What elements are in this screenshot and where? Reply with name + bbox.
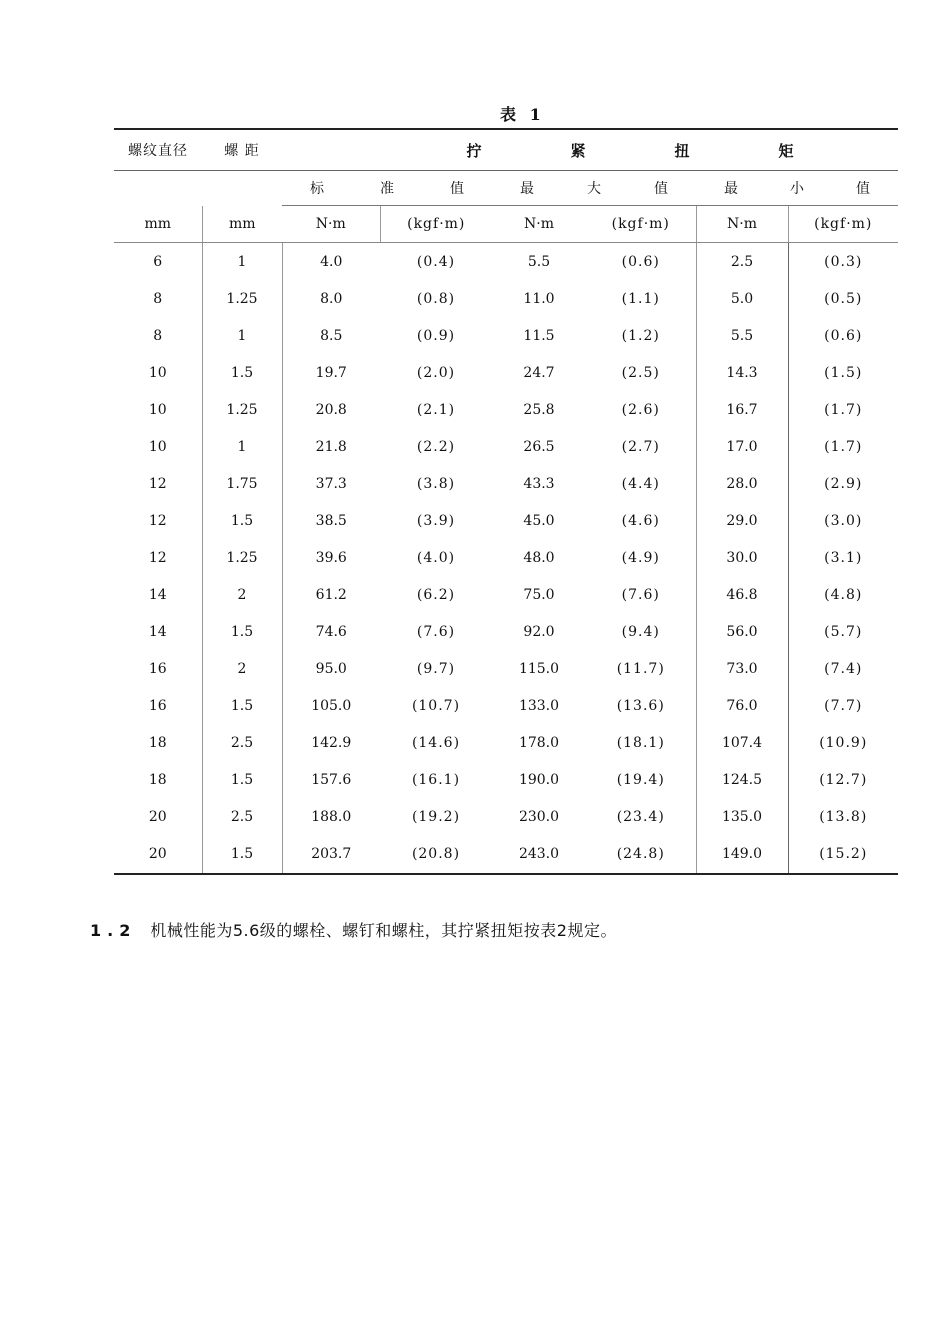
table-row bbox=[114, 391, 898, 428]
cell-min-kgf: (7.7) bbox=[824, 697, 863, 714]
cell-standard-nm: 61.2 bbox=[315, 586, 347, 603]
cell-min-kgf: (12.7) bbox=[819, 771, 868, 788]
cell-max-nm: 11.5 bbox=[523, 327, 555, 344]
torque-table bbox=[114, 128, 898, 875]
cell-min-nm: 17.0 bbox=[696, 428, 788, 465]
cell-pitch: 1.5 bbox=[202, 613, 282, 650]
cell-standard-nm: 8.5 bbox=[320, 327, 343, 344]
thread-diameter-header: 螺纹直径 bbox=[114, 129, 202, 171]
cell-standard-kgf: (0.8) bbox=[416, 290, 456, 307]
unit-nm-standard: N·m bbox=[282, 206, 380, 243]
cell-max-kgf: (4.6) bbox=[586, 502, 696, 539]
table-row bbox=[114, 280, 898, 317]
cell-standard-nm: 142.9 bbox=[311, 734, 352, 751]
cell-min-nm: 107.4 bbox=[696, 724, 788, 761]
min-value-header bbox=[696, 171, 898, 206]
unit-nm-max: N·m bbox=[492, 206, 586, 243]
cell-max-nm: 25.8 bbox=[523, 401, 555, 418]
table-body bbox=[114, 243, 898, 875]
cell-thread-diameter: 10 bbox=[114, 391, 202, 428]
cell-standard-kgf: (4.0) bbox=[416, 549, 456, 566]
cell-thread-diameter: 14 bbox=[114, 576, 202, 613]
cell-pitch: 2.5 bbox=[202, 724, 282, 761]
max-value-header bbox=[492, 171, 696, 206]
cell-pitch: 1 bbox=[202, 317, 282, 354]
pitch-header: 螺 距 bbox=[202, 129, 282, 171]
table-row bbox=[114, 798, 898, 835]
cell-min-kgf: (7.4) bbox=[824, 660, 863, 677]
note-paragraph bbox=[90, 918, 617, 941]
min-char-2: 小 bbox=[790, 181, 804, 197]
cell-min-kgf: (0.3) bbox=[824, 253, 863, 270]
max-char-2: 大 bbox=[587, 181, 601, 197]
cell-standard-nm: 74.6 bbox=[315, 623, 347, 640]
table-row bbox=[114, 243, 898, 281]
cell-standard-kgf: (14.6) bbox=[411, 734, 461, 751]
cell-max-nm: 24.7 bbox=[523, 364, 555, 381]
unit-nm-min: N·m bbox=[696, 206, 788, 243]
cell-min-kgf: (1.5) bbox=[824, 364, 863, 381]
cell-thread-diameter: 6 bbox=[114, 243, 202, 281]
table-row bbox=[114, 724, 898, 761]
cell-standard-nm: 4.0 bbox=[320, 253, 343, 270]
cell-pitch: 2 bbox=[202, 576, 282, 613]
cell-min-nm: 14.3 bbox=[696, 354, 788, 391]
cell-thread-diameter: 18 bbox=[114, 724, 202, 761]
cell-pitch: 1.25 bbox=[202, 391, 282, 428]
table-row bbox=[114, 502, 898, 539]
cell-max-kgf: (1.1) bbox=[586, 280, 696, 317]
table-row bbox=[114, 317, 898, 354]
empty-header-cell bbox=[202, 171, 282, 206]
cell-max-kgf: (4.9) bbox=[586, 539, 696, 576]
cell-thread-diameter: 14 bbox=[114, 613, 202, 650]
tightening-torque-header bbox=[282, 129, 898, 171]
standard-value-header bbox=[282, 171, 492, 206]
cell-standard-nm: 203.7 bbox=[311, 846, 352, 862]
cell-min-kgf: (5.7) bbox=[824, 623, 863, 640]
cell-thread-diameter: 12 bbox=[114, 502, 202, 539]
cell-min-nm: 5.0 bbox=[696, 280, 788, 317]
table-row bbox=[114, 576, 898, 613]
cell-thread-diameter: 18 bbox=[114, 761, 202, 798]
table-row bbox=[114, 835, 898, 874]
cell-pitch: 2 bbox=[202, 650, 282, 687]
cell-thread-diameter: 12 bbox=[114, 465, 202, 502]
cell-min-nm: 29.0 bbox=[696, 502, 788, 539]
cell-max-nm: 43.3 bbox=[523, 475, 555, 492]
torque-char-4: 矩 bbox=[778, 141, 794, 160]
cell-standard-kgf: (3.8) bbox=[416, 475, 456, 492]
cell-standard-kgf: (20.8) bbox=[411, 846, 461, 862]
cell-min-nm: 5.5 bbox=[696, 317, 788, 354]
cell-min-nm: 30.0 bbox=[696, 539, 788, 576]
cell-thread-diameter: 16 bbox=[114, 687, 202, 724]
cell-max-nm: 115.0 bbox=[518, 660, 560, 677]
cell-max-kgf: (23.4) bbox=[586, 798, 696, 835]
table-row bbox=[114, 687, 898, 724]
cell-thread-diameter: 10 bbox=[114, 354, 202, 391]
cell-standard-kgf: (16.1) bbox=[411, 771, 461, 788]
cell-min-kgf: (2.9) bbox=[824, 475, 863, 492]
standard-char-3: 值 bbox=[450, 181, 464, 197]
cell-thread-diameter: 20 bbox=[114, 798, 202, 835]
cell-pitch: 1 bbox=[202, 428, 282, 465]
cell-standard-kgf: (7.6) bbox=[416, 623, 456, 640]
table-row bbox=[114, 613, 898, 650]
cell-standard-nm: 105.0 bbox=[311, 697, 352, 714]
table-row bbox=[114, 650, 898, 687]
cell-pitch: 1.25 bbox=[202, 539, 282, 576]
cell-pitch: 1.5 bbox=[202, 687, 282, 724]
cell-max-nm: 45.0 bbox=[523, 512, 555, 529]
cell-min-kgf: (10.9) bbox=[819, 734, 868, 751]
table-row bbox=[114, 354, 898, 391]
cell-standard-nm: 21.8 bbox=[315, 438, 347, 455]
cell-max-nm: 133.0 bbox=[518, 697, 560, 714]
header-row-2 bbox=[114, 171, 898, 206]
cell-max-kgf: (19.4) bbox=[586, 761, 696, 798]
cell-standard-kgf: (2.1) bbox=[416, 401, 456, 418]
cell-standard-kgf: (3.9) bbox=[416, 512, 456, 529]
table-row bbox=[114, 465, 898, 502]
note-text: 机械性能为5.6级的螺栓、螺钉和螺柱，其拧紧扭矩按表2规定。 bbox=[150, 921, 617, 940]
cell-pitch: 1.5 bbox=[202, 502, 282, 539]
note-number: 1.2 bbox=[90, 921, 137, 940]
cell-min-nm: 149.0 bbox=[696, 835, 788, 874]
standard-char-2: 准 bbox=[380, 181, 394, 197]
cell-standard-kgf: (2.2) bbox=[416, 438, 456, 455]
header-row-1 bbox=[114, 129, 898, 171]
min-char-1: 最 bbox=[724, 181, 738, 197]
cell-max-nm: 178.0 bbox=[518, 734, 560, 751]
cell-min-nm: 46.8 bbox=[696, 576, 788, 613]
cell-min-kgf: (4.8) bbox=[824, 586, 863, 603]
cell-max-kgf: (13.6) bbox=[586, 687, 696, 724]
cell-standard-nm: 38.5 bbox=[315, 512, 347, 529]
cell-pitch: 1.5 bbox=[202, 761, 282, 798]
cell-max-nm: 230.0 bbox=[518, 808, 560, 825]
min-char-3: 值 bbox=[856, 181, 870, 197]
cell-max-kgf: (24.8) bbox=[586, 835, 696, 874]
torque-char-1: 拧 bbox=[466, 141, 482, 160]
standard-char-1: 标 bbox=[310, 181, 324, 197]
cell-thread-diameter: 10 bbox=[114, 428, 202, 465]
cell-thread-diameter: 12 bbox=[114, 539, 202, 576]
cell-pitch: 1.25 bbox=[202, 280, 282, 317]
unit-mm-pitch: mm bbox=[202, 206, 282, 243]
cell-max-nm: 5.5 bbox=[527, 253, 551, 270]
cell-max-kgf: (2.6) bbox=[586, 391, 696, 428]
cell-min-kgf: (13.8) bbox=[819, 808, 868, 825]
cell-pitch: 1.75 bbox=[202, 465, 282, 502]
table-caption: 表 1 bbox=[500, 105, 545, 124]
cell-max-kgf: (2.7) bbox=[586, 428, 696, 465]
cell-standard-kgf: (19.2) bbox=[411, 808, 461, 825]
cell-min-nm: 16.7 bbox=[696, 391, 788, 428]
cell-min-kgf: (1.7) bbox=[824, 401, 863, 418]
cell-standard-kgf: (9.7) bbox=[416, 660, 456, 677]
cell-max-kgf: (9.4) bbox=[586, 613, 696, 650]
unit-kgf-max: (kgf·m) bbox=[586, 206, 696, 243]
cell-min-nm: 2.5 bbox=[696, 243, 788, 281]
cell-pitch: 1.5 bbox=[202, 354, 282, 391]
cell-max-kgf: (1.2) bbox=[586, 317, 696, 354]
cell-standard-nm: 8.0 bbox=[320, 290, 343, 307]
cell-pitch: 1 bbox=[202, 243, 282, 281]
cell-max-kgf: (11.7) bbox=[586, 650, 696, 687]
cell-max-nm: 243.0 bbox=[518, 846, 560, 862]
cell-standard-nm: 19.7 bbox=[315, 364, 347, 381]
cell-pitch: 2.5 bbox=[202, 798, 282, 835]
cell-thread-diameter: 16 bbox=[114, 650, 202, 687]
cell-max-nm: 26.5 bbox=[523, 438, 555, 455]
cell-min-kgf: (0.6) bbox=[824, 327, 863, 344]
cell-pitch: 1.5 bbox=[202, 835, 282, 874]
cell-standard-nm: 95.0 bbox=[315, 660, 347, 677]
cell-min-nm: 56.0 bbox=[696, 613, 788, 650]
table-row bbox=[114, 761, 898, 798]
cell-standard-nm: 157.6 bbox=[311, 771, 352, 788]
cell-max-nm: 190.0 bbox=[518, 771, 560, 788]
cell-min-kgf: (0.5) bbox=[824, 290, 863, 307]
cell-min-kgf: (15.2) bbox=[819, 846, 868, 862]
cell-max-nm: 75.0 bbox=[523, 586, 555, 603]
header-row-units bbox=[114, 206, 898, 243]
unit-kgf-min: (kgf·m) bbox=[788, 206, 898, 243]
cell-max-nm: 92.0 bbox=[523, 623, 555, 640]
cell-max-kgf: (2.5) bbox=[586, 354, 696, 391]
cell-min-kgf: (1.7) bbox=[824, 438, 863, 455]
cell-max-kgf: (7.6) bbox=[586, 576, 696, 613]
cell-min-nm: 135.0 bbox=[696, 798, 788, 835]
cell-min-nm: 124.5 bbox=[696, 761, 788, 798]
cell-thread-diameter: 8 bbox=[114, 280, 202, 317]
unit-mm-diameter: mm bbox=[114, 206, 202, 243]
cell-max-kgf: (4.4) bbox=[586, 465, 696, 502]
cell-min-nm: 76.0 bbox=[696, 687, 788, 724]
cell-standard-nm: 20.8 bbox=[315, 401, 347, 418]
table-row bbox=[114, 539, 898, 576]
cell-min-kgf: (3.1) bbox=[824, 549, 863, 566]
cell-standard-kgf: (0.9) bbox=[416, 327, 456, 344]
torque-char-2: 紧 bbox=[570, 141, 586, 160]
table-row bbox=[114, 428, 898, 465]
unit-kgf-standard: (kgf·m) bbox=[380, 206, 492, 243]
cell-standard-nm: 39.6 bbox=[315, 549, 347, 566]
empty-header-cell bbox=[114, 171, 202, 206]
cell-min-nm: 73.0 bbox=[696, 650, 788, 687]
cell-min-kgf: (3.0) bbox=[824, 512, 863, 529]
cell-thread-diameter: 8 bbox=[114, 317, 202, 354]
cell-standard-kgf: (6.2) bbox=[416, 586, 456, 603]
cell-standard-kgf: (10.7) bbox=[411, 697, 461, 714]
cell-standard-nm: 37.3 bbox=[315, 475, 347, 492]
cell-max-nm: 11.0 bbox=[523, 290, 555, 307]
cell-max-nm: 48.0 bbox=[523, 549, 555, 566]
cell-max-kgf: (0.6) bbox=[586, 243, 696, 281]
max-char-3: 值 bbox=[654, 181, 668, 197]
cell-min-nm: 28.0 bbox=[696, 465, 788, 502]
torque-char-3: 扭 bbox=[674, 141, 690, 160]
cell-standard-kgf: (2.0) bbox=[416, 364, 456, 381]
cell-max-kgf: (18.1) bbox=[586, 724, 696, 761]
cell-thread-diameter: 20 bbox=[114, 835, 202, 874]
cell-standard-kgf: (0.4) bbox=[416, 253, 456, 270]
max-char-1: 最 bbox=[520, 181, 534, 197]
cell-standard-nm: 188.0 bbox=[311, 808, 352, 825]
